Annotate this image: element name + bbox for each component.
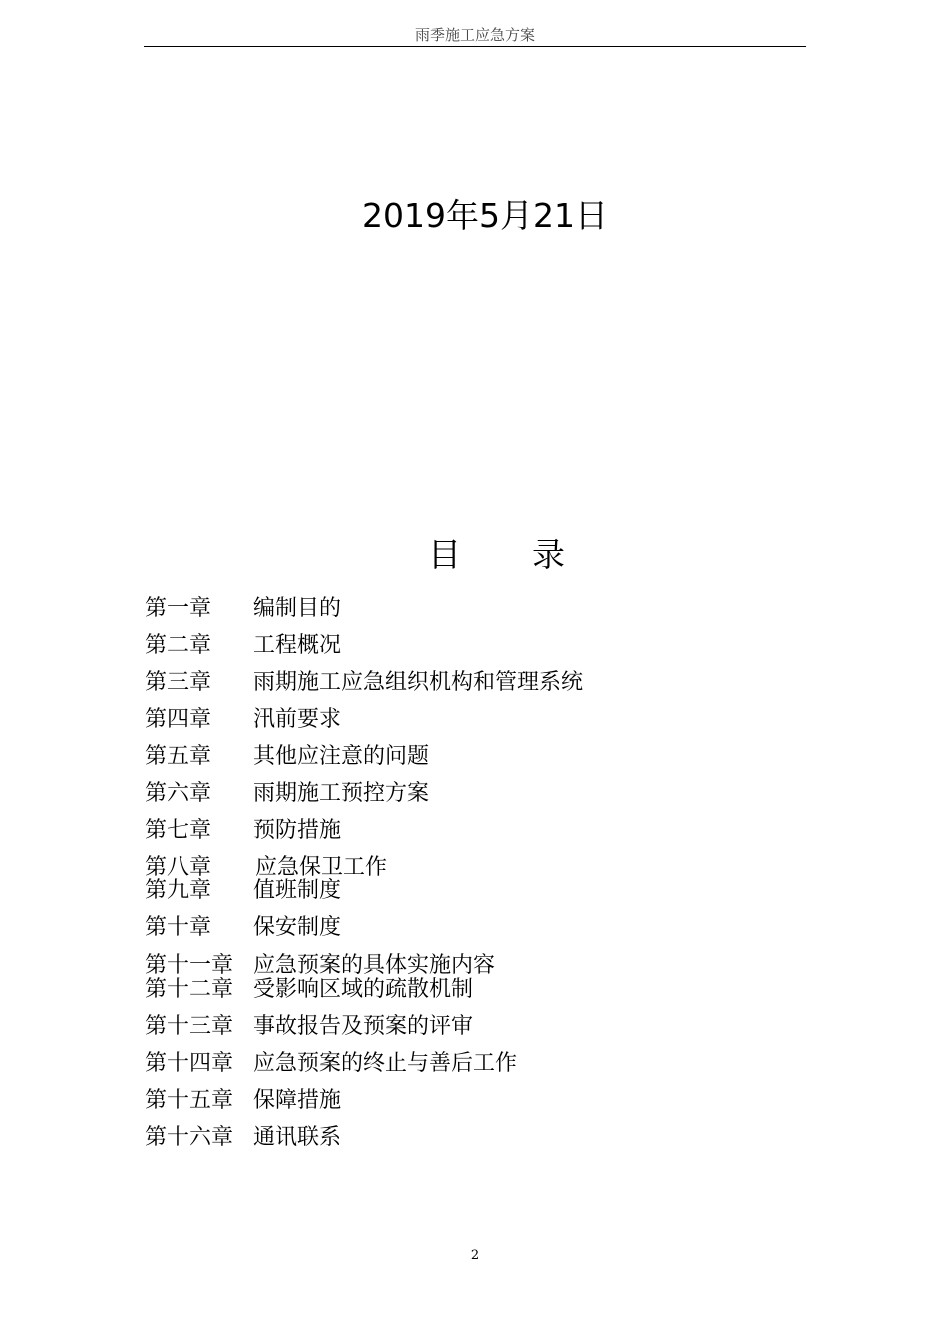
header-title: 雨季施工应急方案 bbox=[414, 26, 535, 44]
toc-chapter-title: 雨期施工应急组织机构和管理系统 bbox=[253, 670, 584, 695]
toc-chapter-label: 第十章 bbox=[145, 915, 212, 940]
toc-chapter-label: 第十三章 bbox=[145, 1014, 234, 1039]
toc-chapter-label: 第八章 bbox=[145, 855, 212, 880]
toc-chapter-title: 汛前要求 bbox=[253, 707, 342, 732]
page-number: 2 bbox=[470, 1248, 480, 1263]
toc-chapter-title: 保障措施 bbox=[253, 1088, 342, 1113]
toc-chapter-title: 保安制度 bbox=[253, 915, 342, 940]
toc-chapter-label: 第十四章 bbox=[145, 1051, 234, 1076]
toc-chapter-title: 受影响区域的疏散机制 bbox=[253, 977, 474, 1002]
toc-title-char-1: 目 bbox=[428, 535, 461, 574]
toc-chapter-title: 雨期施工预控方案 bbox=[253, 781, 430, 806]
toc-chapter-label: 第四章 bbox=[145, 707, 212, 732]
toc-chapter-title: 编制目的 bbox=[253, 596, 342, 621]
toc-title-char-2: 录 bbox=[532, 535, 565, 574]
toc-chapter-title: 值班制度 bbox=[253, 878, 342, 903]
toc-chapter-label: 第十一章 bbox=[145, 953, 234, 978]
toc-chapter-label: 第十五章 bbox=[145, 1088, 234, 1113]
toc-chapter-title: 通讯联系 bbox=[253, 1125, 342, 1150]
toc-chapter-title: 工程概况 bbox=[253, 633, 342, 658]
toc-chapter-title: 应急预案的终止与善后工作 bbox=[253, 1051, 518, 1076]
toc-chapter-label: 第六章 bbox=[145, 781, 212, 806]
toc-chapter-title: 事故报告及预案的评审 bbox=[253, 1014, 474, 1039]
toc-chapter-label: 第一章 bbox=[145, 596, 212, 621]
toc-chapter-label: 第二章 bbox=[145, 633, 212, 658]
toc-chapter-title: 应急预案的具体实施内容 bbox=[253, 953, 496, 978]
document-date: 2019年5月21日 bbox=[362, 196, 608, 235]
toc-chapter-title: 其他应注意的问题 bbox=[253, 744, 430, 769]
toc-chapter-label: 第五章 bbox=[145, 744, 212, 769]
toc-chapter-label: 第九章 bbox=[145, 878, 212, 903]
toc-chapter-label: 第十二章 bbox=[145, 977, 234, 1002]
toc-chapter-label: 第七章 bbox=[145, 818, 212, 843]
toc-chapter-title: 应急保卫工作 bbox=[255, 855, 388, 880]
toc-chapter-label: 第三章 bbox=[145, 670, 212, 695]
toc-chapter-title: 预防措施 bbox=[253, 818, 342, 843]
table-of-contents bbox=[145, 0, 765, 1344]
toc-chapter-label: 第十六章 bbox=[145, 1125, 234, 1150]
